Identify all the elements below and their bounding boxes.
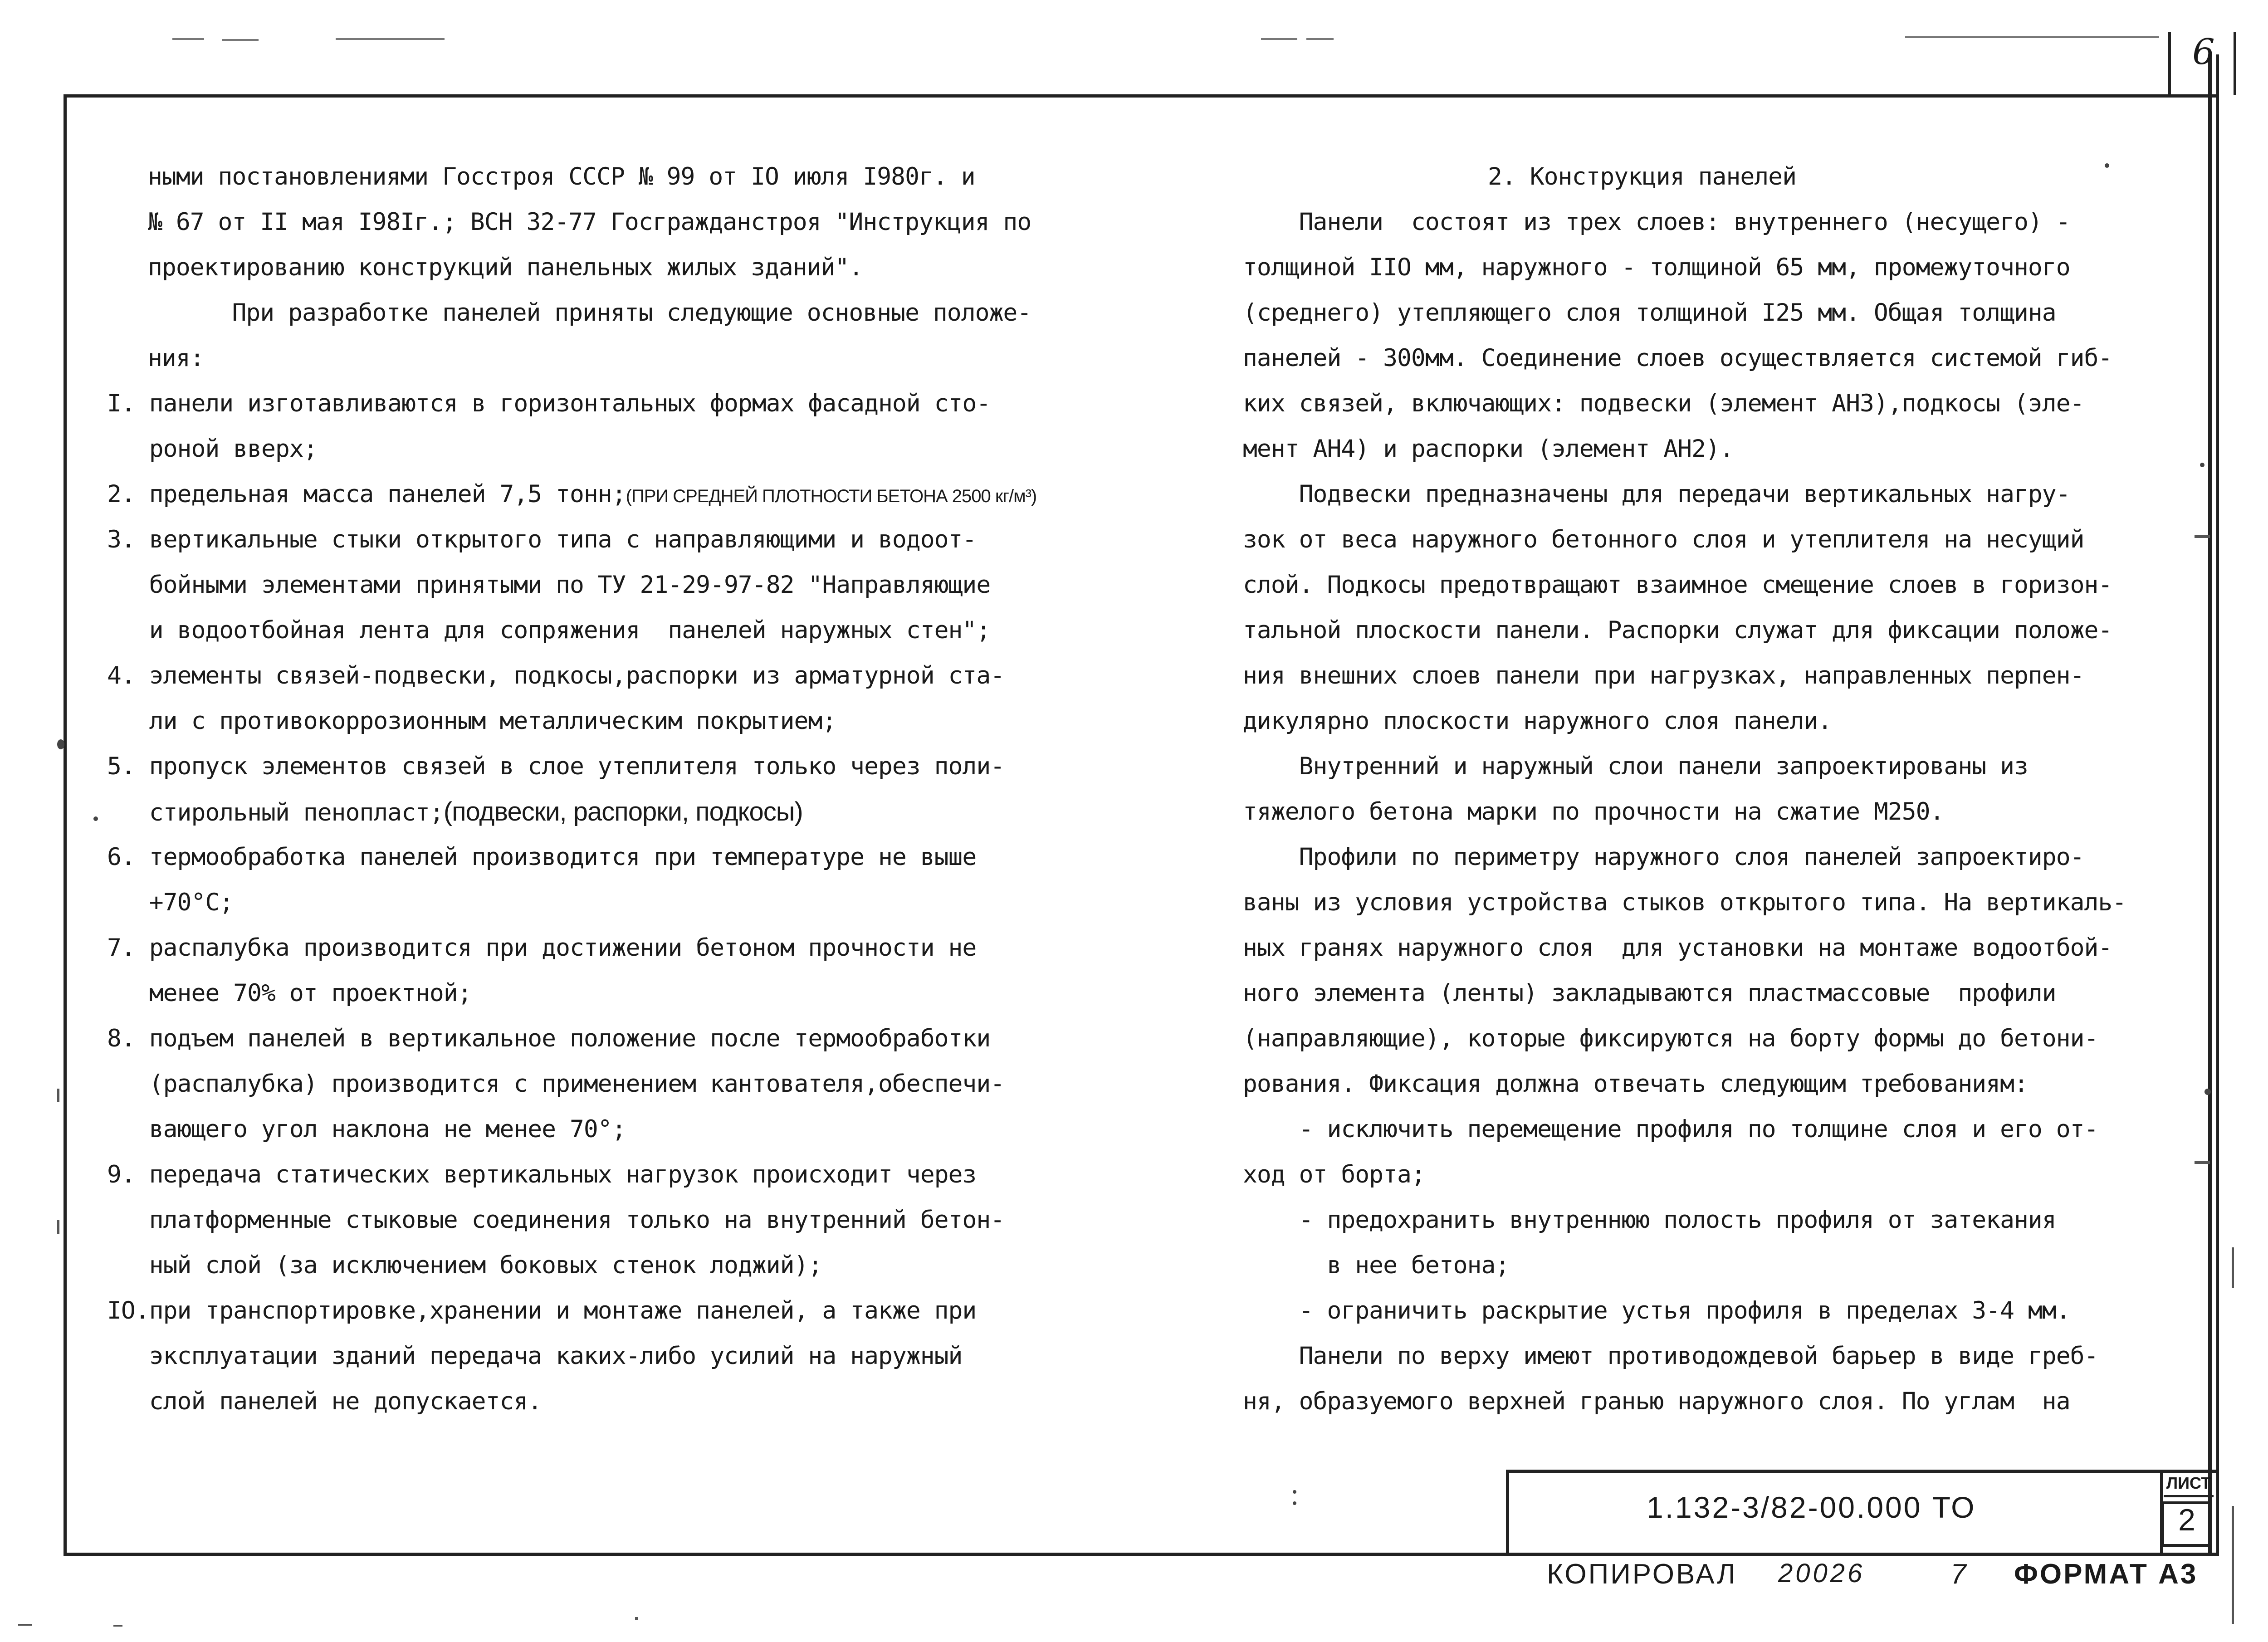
frame-tick <box>2232 1247 2234 1288</box>
text-line: ваны из условия устройства стыков открытого типа. На вертикаль- <box>1243 889 2126 916</box>
scan-speck <box>1293 1490 1296 1494</box>
text-line: ких связей, включающих: подвески (элемент АН3),подкосы (эле- <box>1243 390 2084 417</box>
text-line: Профили по периметру наружного слоя панелей запроектиро- <box>1243 843 2084 871</box>
text-line: - ограничить раскрытие устья профиля в пределах 3-4 мм. <box>1243 1297 2070 1324</box>
right-column <box>1243 154 2168 1424</box>
text-line: ход от борта; <box>1243 1161 1425 1188</box>
list-item: 6. термообработка панелей производится при температуре не выше <box>107 843 977 871</box>
text-line: ли с противокоррозионным металлическим покрытием; <box>107 707 836 735</box>
text-line: тальной плоскости панели. Распорки служат для фиксации положе- <box>1243 616 2112 644</box>
text-line: толщиной IIO мм, наружного - толщиной 65 мм, промежуточного <box>1243 254 2070 281</box>
text-line: № 67 от II мая I98Iг.; ВСН 32-77 Госгражданстроя "Инструкция по <box>148 208 1031 236</box>
scan-speck <box>1293 1501 1296 1505</box>
text-line: менее 70% от проектной; <box>107 979 472 1007</box>
text-line: ный слой (за исключением боковых стенок лоджий); <box>107 1251 822 1279</box>
list-item <box>107 472 1096 517</box>
text-line: мент АН4) и распорки (элемент АН2). <box>1243 435 1734 463</box>
text-line: тяжелого бетона марки по прочности на сжатие М250. <box>1243 798 1944 826</box>
copied-number: 20026 <box>1778 1559 1865 1588</box>
handwritten-note: (ПРИ СРЕДНЕЙ ПЛОТНОСТИ БЕТОНА 2500 кг/м³) <box>626 486 1037 506</box>
frame-tick <box>635 1617 638 1620</box>
text-line: ными постановлениями Госстроя СССР № 99 от IO июля I980г. и <box>148 163 975 191</box>
text-line: в нее бетона; <box>1243 1251 1510 1279</box>
copied-label: КОПИРОВАЛ <box>1547 1559 1737 1590</box>
list-item: 4. элементы связей-подвески, подкосы,распорки из арматурной ста- <box>107 662 1005 689</box>
text-line: платформенные стыковые соединения только на внутренний бетон- <box>107 1206 1005 1234</box>
handwritten-note: (подвески, распорки, подкосы) <box>443 797 803 826</box>
text-line: ня, образуемого верхней гранью наружного слоя. По углам на <box>1243 1388 2070 1415</box>
text-line: эксплуатации зданий передача каких-либо усилий на наружный <box>107 1342 963 1370</box>
text-line: Подвески предназначены для передачи вертикальных нагру- <box>1243 480 2070 508</box>
text-line: При разработке панелей приняты следующие основные положе- <box>148 299 1031 327</box>
text-line: - исключить перемещение профиля по толщине слоя и его от- <box>1243 1115 2098 1143</box>
format-label: ФОРМАТ А3 <box>2014 1559 2198 1590</box>
list-item: 9. передача статических вертикальных нагрузок происходит через <box>107 1161 977 1188</box>
text-line <box>107 789 1096 835</box>
text-line: роной вверх; <box>107 435 318 463</box>
text-line: слой. Подкосы предотвращают взаимное смещение слоев в горизон- <box>1243 571 2112 599</box>
text-line: слой панелей не допускается. <box>107 1388 542 1415</box>
frame-tick <box>57 1220 59 1234</box>
list-item: 7. распалубка производится при достижении бетоном прочности не <box>107 934 977 962</box>
text-line: и водоотбойная лента для сопряжения панелей наружных стен"; <box>107 616 991 644</box>
footer-number: 7 <box>1950 1559 1968 1590</box>
scan-speck <box>2204 1089 2211 1095</box>
list-item: 5. пропуск элементов связей в слое утеплителя только через поли- <box>107 753 1005 780</box>
text-line: ния: <box>148 344 204 372</box>
text-line: +70°С; <box>107 889 234 916</box>
frame-tick <box>18 1624 32 1626</box>
text-line: (среднего) утепляющего слоя толщиной I25 мм. Общая толщина <box>1243 299 2056 327</box>
top-dash <box>222 39 259 41</box>
list-item: IO.при транспортировке,хранении и монтаже панелей, а также при <box>107 1297 977 1324</box>
text-line: рования. Фиксация должна отвечать следующим требованиям: <box>1243 1070 2028 1098</box>
frame-tick <box>113 1625 122 1627</box>
text-line: (направляющие), которые фиксируются на борту формы до бетони- <box>1243 1025 2098 1052</box>
scan-speck <box>57 739 64 749</box>
frame-tick <box>57 1089 59 1102</box>
list-item: 3. вертикальные стыки открытого типа с направляющими и водоот- <box>107 526 977 553</box>
text-line: - предохранить внутреннюю полость профиля от затекания <box>1243 1206 2056 1234</box>
text-line: Внутренний и наружный слои панели запроектированы из <box>1243 753 2028 780</box>
text-line: Панели состоят из трех слоев: внутреннего (несущего) - <box>1243 208 2070 236</box>
scan-speck <box>2105 163 2109 168</box>
text-line: ного элемента (ленты) закладываются пластмассовые профили <box>1243 979 2056 1007</box>
text-line: зок от веса наружного бетонного слоя и утеплителя на несущий <box>1243 526 2084 553</box>
list-item: I. панели изготавливаются в горизонтальных формах фасадной сто- <box>107 390 991 417</box>
top-dash <box>172 38 204 40</box>
text-line: Панели по верху имеют противодождевой барьер в виде греб- <box>1243 1342 2098 1370</box>
section-heading: 2. Конструкция панелей <box>1488 163 1796 191</box>
top-dash <box>1261 38 1297 40</box>
top-dash <box>336 38 445 40</box>
item-text: 2. предельная масса панелей 7,5 тонн; <box>107 480 626 508</box>
text-line: бойными элементами принятыми по ТУ 21-29-97-82 "Направляющие <box>107 571 991 599</box>
text-line: ных гранях наружного слоя для установки на монтаже водоотбой- <box>1243 934 2112 962</box>
frame-right-border <box>2208 54 2219 1556</box>
text-line: ния внешних слоев панели при нагрузках, направленных перпен- <box>1243 662 2084 689</box>
text-line: дикулярно плоскости наружного слоя панели. <box>1243 707 1832 735</box>
text-line: (распалубка) производится с применением кантователя,обеспечи- <box>107 1070 1005 1098</box>
left-column <box>107 154 1096 1424</box>
frame-tick <box>2195 535 2210 538</box>
scan-speck <box>93 816 98 821</box>
document-code: 1.132-3/82-00.000 ТО <box>1647 1491 1976 1524</box>
frame-tick <box>2232 1506 2234 1624</box>
frame-tick <box>2195 1161 2210 1164</box>
list-item: 8. подъем панелей в вертикальное положение после термообработки <box>107 1025 991 1052</box>
page-number: 6 <box>2192 32 2215 73</box>
text-line: проектированию конструкций панельных жилых зданий". <box>148 254 863 281</box>
item-text: стирольный пенопласт; <box>107 799 444 826</box>
sheet-label: ЛИСТ <box>2164 1471 2214 1497</box>
top-dash <box>1306 38 1334 40</box>
text-line: панелей - 300мм. Соединение слоев осуществляется системой гиб- <box>1243 344 2112 372</box>
top-dash <box>1905 36 2159 38</box>
text-line: вающего угол наклона не менее 70°; <box>107 1115 626 1143</box>
scan-speck <box>2200 463 2204 467</box>
sheet-number: 2 <box>2178 1503 2195 1537</box>
